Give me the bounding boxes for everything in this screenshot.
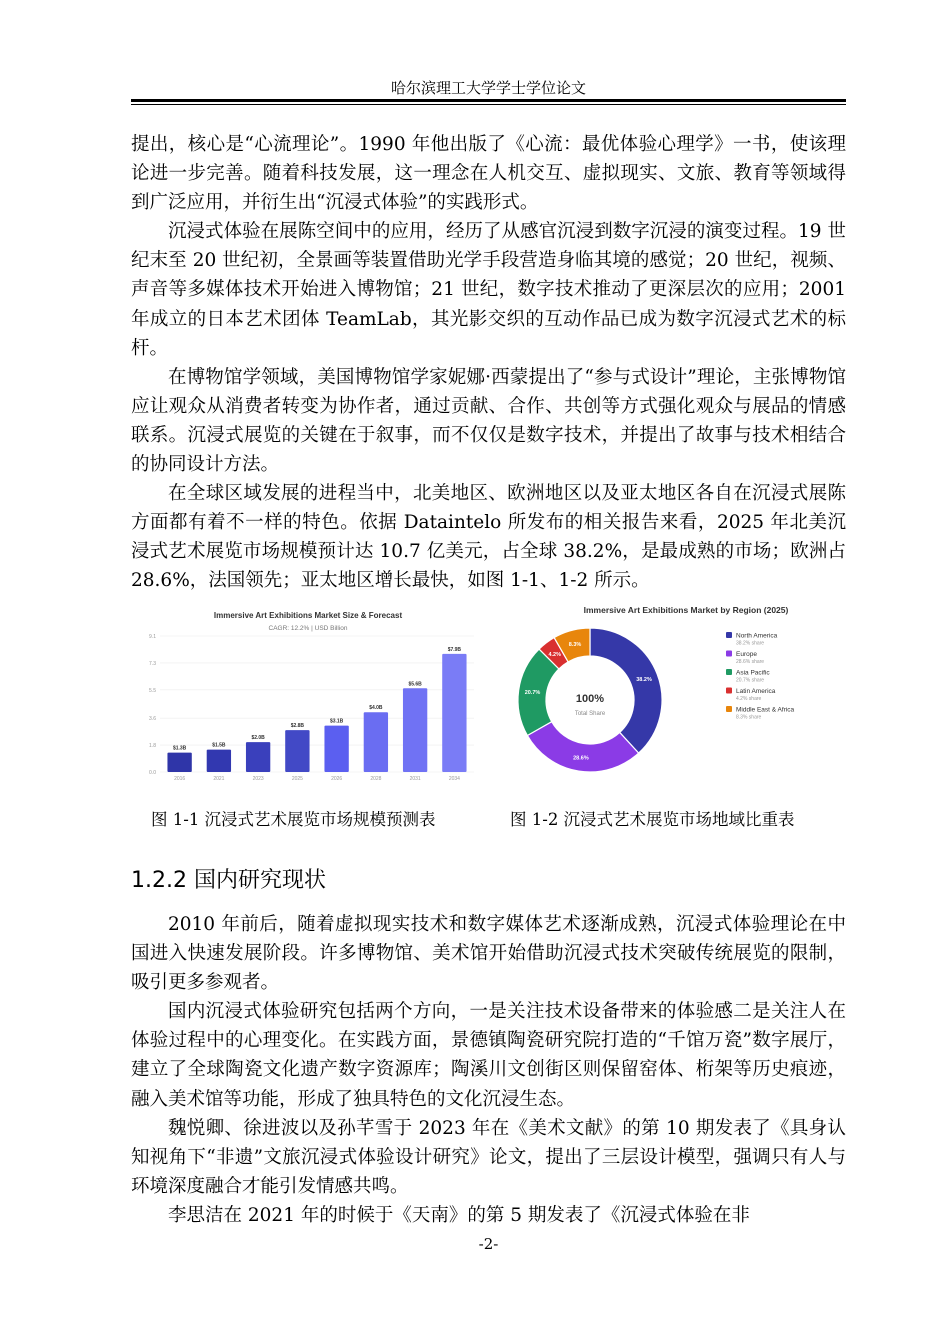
y-tick-label: 1.8 xyxy=(149,743,156,750)
y-tick-label: 0.0 xyxy=(149,770,156,776)
x-tick-label: 2023 xyxy=(252,776,264,782)
market-size-bar-chart xyxy=(138,604,480,784)
bar-data-label: $4.0B xyxy=(369,705,383,712)
region-share-donut-chart xyxy=(512,598,844,778)
running-header: 哈尔滨理工大学学士学位论文 xyxy=(390,79,586,97)
bar-data-label: $5.6B xyxy=(408,681,422,688)
y-tick-label: 9.1 xyxy=(149,634,156,640)
paragraph: 在博物馆学领域，美国博物馆学家妮娜·西蒙提出了“参与式设计”理论，主张博物馆应让观众从消费者转变为协作者，通过贡献、合作、共创等方式强化观众与展品的情感联系。沉浸式展览的关键在于叙事，而不仅仅是数字技术，并提出了故事与技术相结合的协同设计方法。 xyxy=(131,366,846,476)
bar xyxy=(167,753,191,772)
x-tick-label: 2028 xyxy=(370,776,382,782)
bar xyxy=(442,654,466,772)
page-number: -2- xyxy=(478,1235,499,1253)
slice-data-label: 8.3% xyxy=(568,641,582,648)
x-tick-label: 2034 xyxy=(448,776,460,782)
bar xyxy=(285,730,309,772)
bar-data-label: $3.1B xyxy=(329,718,344,725)
bar xyxy=(324,726,348,772)
legend-swatch xyxy=(726,688,732,694)
bar xyxy=(403,688,427,772)
donut-center-value: 100% xyxy=(575,693,605,705)
x-tick-label: 2021 xyxy=(213,776,225,782)
legend-share: 28.6% share xyxy=(736,659,765,665)
bar-data-label: $2.8B xyxy=(290,723,305,730)
x-tick-label: 2016 xyxy=(174,776,186,782)
legend-share: 4.2% share xyxy=(736,696,762,702)
paragraph: 提出，核心是“心流理论”。1990 年他出版了《心流：最优体验心理学》一书，使该理论进一步完善。随着科技发展，这一理念在人机交互、虚拟现实、文旅、教育等领域得到广泛应用，并衍生出“沉浸式体验”的实践形式。 xyxy=(131,134,846,214)
body-text-bottom xyxy=(131,910,846,1230)
bar-data-label: $2.0B xyxy=(251,735,265,742)
x-tick-label: 2031 xyxy=(409,776,421,782)
bar xyxy=(207,750,231,772)
y-tick-label: 7.3 xyxy=(149,660,156,667)
slice-data-label: 4.2% xyxy=(548,651,562,658)
bar-data-label: $1.3B xyxy=(172,745,187,752)
slice-data-label: 20.7% xyxy=(524,690,541,697)
paragraph: 在全球区域发展的进程当中，北美地区、欧洲地区以及亚太地区各自在沉浸式展陈方面都有着不一样的特色。依据 Dataintelo 所发布的相关报告来看，2025 年北美沉浸式艺术展览市场规模预计达 10.7 亿美元，占全球 38.2%，是最成熟的市场；欧洲占 28.6%，法国领先；亚太地区增长最快，如图 1-1、1-2 所示。 xyxy=(131,483,846,592)
body-text-top xyxy=(131,130,846,596)
bar xyxy=(364,712,388,772)
y-tick-label: 3.6 xyxy=(149,716,156,723)
paragraph: 魏悦卿、徐进波以及孙芊雪于 2023 年在《美术文献》的第 10 期发表了《具身认知视角下“非遗”文旅沉浸式体验设计研究》论文，提出了三层设计模型，强调只有人与环境深度融合才能引发情感共鸣。 xyxy=(131,1117,846,1197)
x-tick-label: 2026 xyxy=(331,776,343,782)
paragraph: 国内沉浸式体验研究包括两个方向，一是关注技术设备带来的体验感二是关注人在体验过程中的心理变化。在实践方面，景德镇陶瓷研究院打造的“千馆万瓷”数字展厅，建立了全球陶瓷文化遗产数字资源库；陶溪川文创街区则保留窑体、桁架等历史痕迹，融入美术馆等功能，形成了独具特色的文化沉浸生态。 xyxy=(131,1001,846,1110)
bar-data-label: $7.9B xyxy=(447,646,462,653)
x-tick-label: 2025 xyxy=(291,776,303,782)
legend-swatch xyxy=(726,651,732,657)
slice-data-label: 38.2% xyxy=(636,676,652,683)
legend-label: Europe xyxy=(736,651,757,658)
legend-label: North America xyxy=(736,632,778,640)
chart-subtitle: CAGR: 12.2% | USD Billion xyxy=(268,625,348,632)
legend-label: Latin America xyxy=(736,688,776,695)
legend-share: 20.7% share xyxy=(736,677,765,684)
legend-share: 8.3% share xyxy=(736,714,762,721)
paragraph: 沉浸式体验在展陈空间中的应用，经历了从感官沉浸到数字沉浸的演变过程。19 世纪末至 20 世纪初，全景画等装置借助光学手段营造身临其境的感觉；20 世纪，视频、声音等多媒体技术开始进入博物馆；21 世纪，数字技术推动了更深层次的应用；2001 年成立的日本艺术团体 TeamLab，其光影交织的互动作品已成为数字沉浸式艺术的标杆。 xyxy=(131,221,846,359)
paragraph: 李思洁在 2021 年的时候于《天南》的第 5 期发表了《沉浸式体验在非 xyxy=(168,1204,750,1226)
donut-slice xyxy=(590,628,662,753)
figure-2-caption: 图 1-2 沉浸式艺术展览市场地域比重表 xyxy=(510,810,795,829)
donut-slice xyxy=(527,722,638,772)
legend-share: 38.2% share xyxy=(736,640,765,647)
header-rule-thin xyxy=(131,104,846,105)
figure-1-caption: 图 1-1 沉浸式艺术展览市场规模预测表 xyxy=(151,810,436,829)
chart-title: Immersive Art Exhibitions Market by Region (2025) xyxy=(583,605,789,615)
slice-data-label: 28.6% xyxy=(573,755,589,762)
chart-title: Immersive Art Exhibitions Market Size & Forecast xyxy=(213,611,403,620)
legend-label: Middle East & Africa xyxy=(736,706,795,714)
legend-swatch xyxy=(726,706,732,712)
bar xyxy=(246,742,270,772)
section-heading: 1.2.2 国内研究现状 xyxy=(131,868,326,893)
donut-center-label: Total Share xyxy=(574,711,606,717)
legend-label: Asia Pacific xyxy=(736,669,770,677)
bar-data-label: $1.5B xyxy=(212,742,226,749)
header-rule-thick xyxy=(131,99,846,102)
legend-swatch xyxy=(726,632,732,638)
paragraph: 2010 年前后，随着虚拟现实技术和数字媒体艺术逐渐成熟，沉浸式体验理论在中国进入快速发展阶段。许多博物馆、美术馆开始借助沉浸式技术突破传统展览的限制，吸引更多参观者。 xyxy=(131,914,846,994)
y-tick-label: 5.5 xyxy=(149,687,156,694)
legend-swatch xyxy=(726,669,732,675)
